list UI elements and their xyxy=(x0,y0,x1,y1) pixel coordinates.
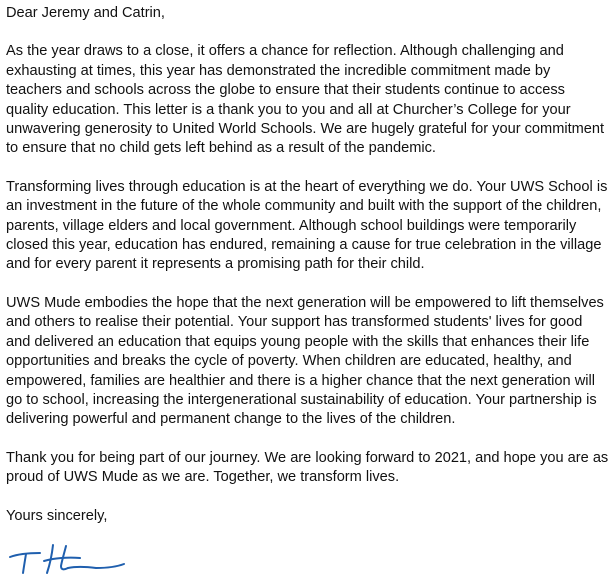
letter-paragraph-transforming-lives: Transforming lives through education is at the heart of everything we do. Your UWS School is an investment in the future of the whole community and built with the support of the children, parents, village elders and local government. Although school buildings were temporarily closed this year, education has endured, remaining a cause for true celebration in the village and for every parent it represents a promising path for their child. xyxy=(6,178,608,273)
letter-paragraph-reflection: As the year draws to a close, it offers a chance for reflection. Although challenging and exhausting at times, this year has demonstrated the incredible commitment made by teachers and schools across the globe to ensure that their students continue to access quality education. This letter is a thank you to you and all at Churcher’s College for your unwavering generosity to United World Schools. We are hugely grateful for your commitment to ensure that no child gets left behind as a result of the pandemic. xyxy=(6,43,605,157)
letter-paragraph-uws-mude: UWS Mude embodies the hope that the next generation will be empowered to lift themselves and others to realise their potential. Your support has transformed students' lives for good and delivered an education that equips young people with the skills that enhances their life opportunities and breaks the cycle of poverty. When children are educated, healthy, and empowered, families are healthier and there is a higher chance that the next generation will go to school, increasing the intergenerational sustainability of education. Your partnership is delivering powerful and permanent change to the lives of the children. xyxy=(6,294,604,428)
letter-body xyxy=(6,0,610,526)
letter-closing: Yours sincerely, xyxy=(6,507,108,524)
letter-greeting: Dear Jeremy and Catrin, xyxy=(6,5,165,21)
letter-paragraph-thank-you: Thank you for being part of our journey. We are looking forward to 2021, and hope you are as proud of UWS Mude as we are. Together, we transform lives. xyxy=(6,449,609,486)
handwritten-signature xyxy=(6,540,146,576)
